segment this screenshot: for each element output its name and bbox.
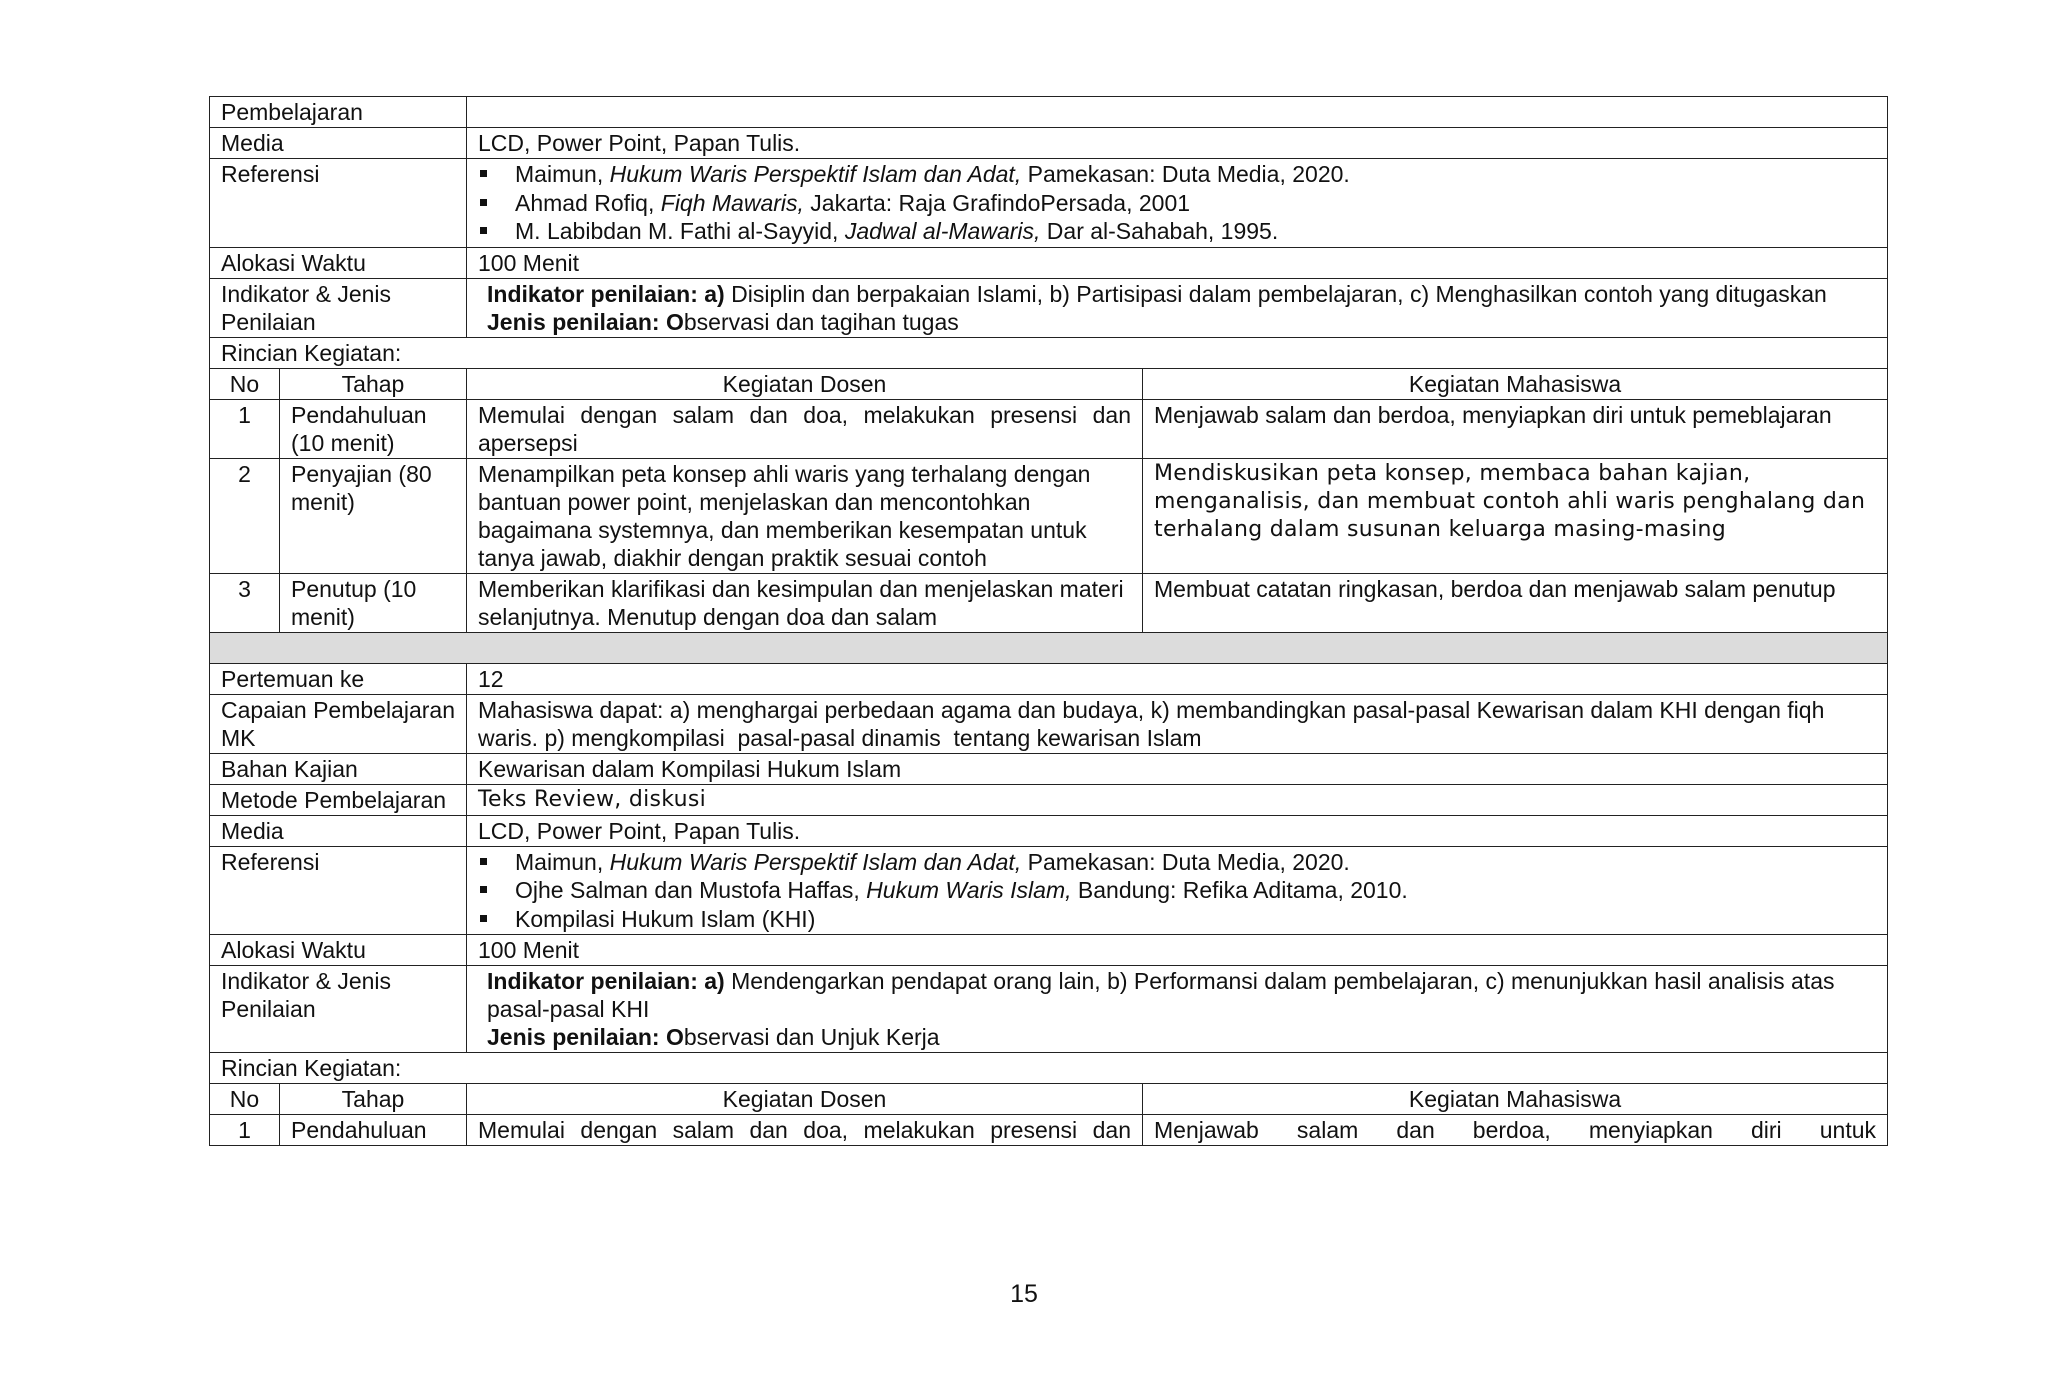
referensi-item: M. Labibdan M. Fathi al-Sayyid, Jadwal al-Mawaris, Dar al-Sahabah, 1995. <box>478 217 1876 246</box>
row-referensi <box>210 846 1888 935</box>
pertemuan-label: Pertemuan ke <box>210 663 467 694</box>
row-alokasi <box>210 247 1888 278</box>
activity-mahasiswa: Mendiskusikan peta konsep, membaca bahan kajian, menganalisis, dan membuat contoh ahli waris penghalang dan terhalang dalam susunan keluarga masing-masing <box>1143 458 1888 573</box>
rincian-label: Rincian Kegiatan: <box>210 1053 1888 1084</box>
activity-no: 1 <box>210 1115 280 1146</box>
activity-tahap: Penutup (10 menit) <box>280 573 467 632</box>
col-dosen: Kegiatan Dosen <box>467 368 1143 399</box>
pembelajaran-value <box>467 97 1888 128</box>
col-tahap: Tahap <box>280 1084 467 1115</box>
row-alokasi <box>210 935 1888 966</box>
indikator-value: Indikator penilaian: a) Mendengarkan pendapat orang lain, b) Performansi dalam pembelajaran, c) menunjukkan hasil analisis atas pasal-pasal KHI Jenis penilaian: Observasi dan Unjuk Kerja <box>467 966 1888 1053</box>
alokasi-value: 100 Menit <box>467 935 1888 966</box>
pembelajaran-label: Pembelajaran <box>210 97 467 128</box>
alokasi-label: Alokasi Waktu <box>210 247 467 278</box>
bahan-label: Bahan Kajian <box>210 753 467 784</box>
activity-no: 3 <box>210 573 280 632</box>
row-media <box>210 815 1888 846</box>
activity-row <box>210 1115 1888 1146</box>
activity-row <box>210 399 1888 458</box>
referensi-item: Maimun, Hukum Waris Perspektif Islam dan Adat, Pamekasan: Duta Media, 2020. <box>478 160 1876 189</box>
activity-row <box>210 458 1888 573</box>
activity-dosen: Menampilkan peta konsep ahli waris yang terhalang dengan bantuan power point, menjelaskan dan mencontohkan bagaimana systemnya, dan memberikan kesempatan untuk tanya jawab, diakhir dengan praktik sesuai contoh <box>467 458 1143 573</box>
activity-header <box>210 368 1888 399</box>
activity-tahap: Pendahuluan (10 menit) <box>280 399 467 458</box>
referensi-label: Referensi <box>210 159 467 248</box>
metode-label: Metode Pembelajaran <box>210 784 467 815</box>
activity-no: 1 <box>210 399 280 458</box>
row-pertemuan <box>210 663 1888 694</box>
referensi-label: Referensi <box>210 846 467 935</box>
row-metode <box>210 784 1888 815</box>
activity-tahap: Penyajian (80 menit) <box>280 458 467 573</box>
col-mahasiswa: Kegiatan Mahasiswa <box>1143 1084 1888 1115</box>
referensi-item: Ojhe Salman dan Mustofa Haffas, Hukum Waris Islam, Bandung: Refika Aditama, 2010. <box>478 876 1876 905</box>
alokasi-label: Alokasi Waktu <box>210 935 467 966</box>
row-capaian <box>210 694 1888 753</box>
activity-no: 2 <box>210 458 280 573</box>
row-bahan <box>210 753 1888 784</box>
rps-table <box>209 96 1888 1146</box>
activity-mahasiswa: Menjawab salam dan berdoa, menyiapkan diri untuk <box>1143 1115 1888 1146</box>
activity-dosen: Memulai dengan salam dan doa, melakukan presensi dan <box>467 1115 1143 1146</box>
media-label: Media <box>210 128 467 159</box>
alokasi-value: 100 Menit <box>467 247 1888 278</box>
activity-mahasiswa: Menjawab salam dan berdoa, menyiapkan diri untuk pemeblajaran <box>1143 399 1888 458</box>
referensi-value <box>467 159 1888 248</box>
capaian-value: Mahasiswa dapat: a) menghargai perbedaan agama dan budaya, k) membandingkan pasal-pasal Kewarisan dalam KHI dengan fiqh waris. p) mengkompilasi pasal-pasal dinamis tentang kewarisan Islam <box>467 694 1888 753</box>
row-indikator <box>210 278 1888 337</box>
activity-dosen: Memberikan klarifikasi dan kesimpulan dan menjelaskan materi selanjutnya. Menutup dengan doa dan salam <box>467 573 1143 632</box>
referensi-value <box>467 846 1888 935</box>
activity-row <box>210 573 1888 632</box>
row-media <box>210 128 1888 159</box>
referensi-list <box>478 160 1876 246</box>
col-no: No <box>210 1084 280 1115</box>
col-mahasiswa: Kegiatan Mahasiswa <box>1143 368 1888 399</box>
referensi-item: Kompilasi Hukum Islam (KHI) <box>478 905 1876 934</box>
media-value: LCD, Power Point, Papan Tulis. <box>467 815 1888 846</box>
activity-header <box>210 1084 1888 1115</box>
metode-value: Teks Review, diskusi <box>467 784 1888 815</box>
pertemuan-value: 12 <box>467 663 1888 694</box>
col-no: No <box>210 368 280 399</box>
page-number: 15 <box>1010 1280 1038 1308</box>
referensi-list <box>478 848 1876 934</box>
indikator-label: Indikator & Jenis Penilaian <box>210 966 467 1053</box>
rincian-label: Rincian Kegiatan: <box>210 337 1888 368</box>
row-pembelajaran <box>210 97 1888 128</box>
indikator-value: Indikator penilaian: a) Disiplin dan berpakaian Islami, b) Partisipasi dalam pembelajaran, c) Menghasilkan contoh yang ditugaskan Jenis penilaian: Observasi dan tagihan tugas <box>467 278 1888 337</box>
media-label: Media <box>210 815 467 846</box>
row-indikator <box>210 966 1888 1053</box>
referensi-item: Ahmad Rofiq, Fiqh Mawaris, Jakarta: Raja GrafindoPersada, 2001 <box>478 189 1876 218</box>
row-rincian <box>210 1053 1888 1084</box>
col-tahap: Tahap <box>280 368 467 399</box>
referensi-item: Maimun, Hukum Waris Perspektif Islam dan Adat, Pamekasan: Duta Media, 2020. <box>478 848 1876 877</box>
capaian-label: Capaian Pembelajaran MK <box>210 694 467 753</box>
activity-mahasiswa: Membuat catatan ringkasan, berdoa dan menjawab salam penutup <box>1143 573 1888 632</box>
row-referensi <box>210 159 1888 248</box>
col-dosen: Kegiatan Dosen <box>467 1084 1143 1115</box>
bahan-value: Kewarisan dalam Kompilasi Hukum Islam <box>467 753 1888 784</box>
media-value: LCD, Power Point, Papan Tulis. <box>467 128 1888 159</box>
activity-tahap: Pendahuluan <box>280 1115 467 1146</box>
activity-dosen: Memulai dengan salam dan doa, melakukan presensi dan apersepsi <box>467 399 1143 458</box>
section-separator <box>210 632 1888 663</box>
indikator-label: Indikator & Jenis Penilaian <box>210 278 467 337</box>
row-rincian <box>210 337 1888 368</box>
